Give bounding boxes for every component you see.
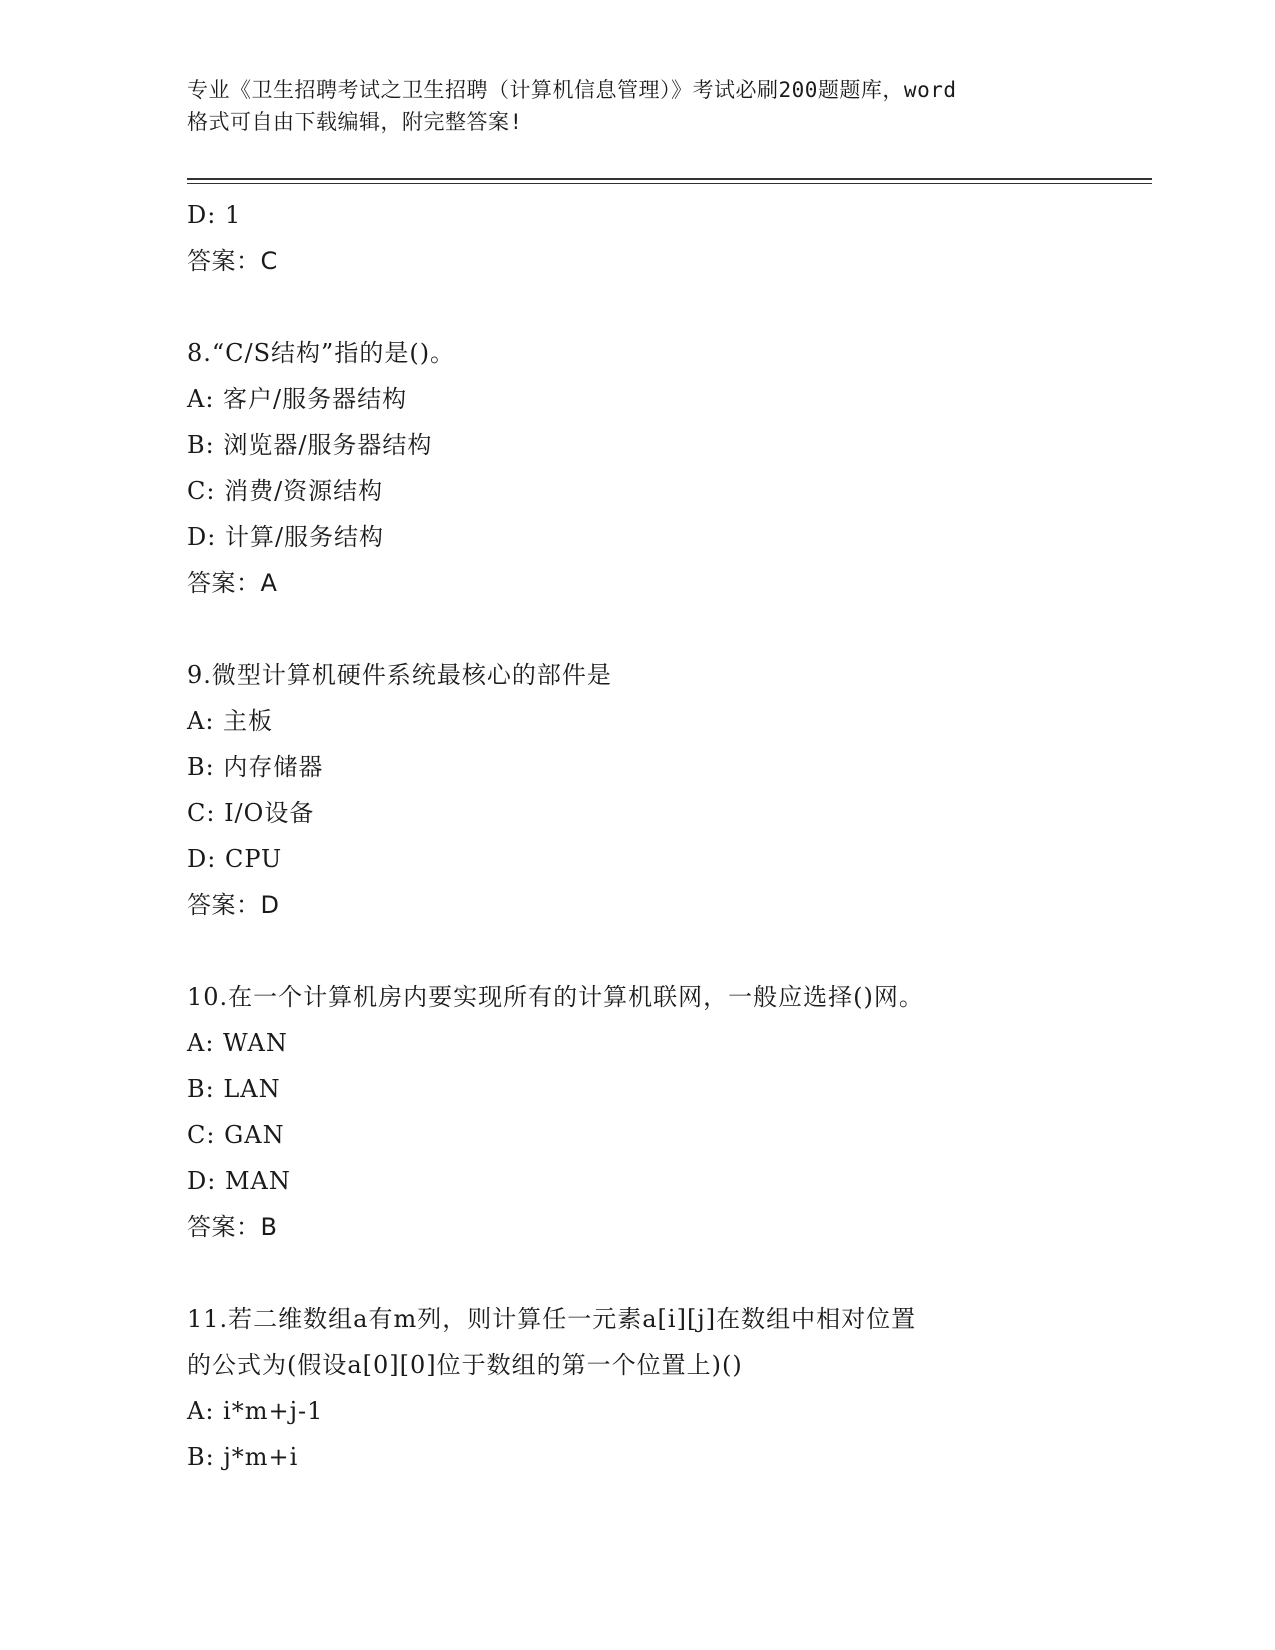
answer-label: 答案：D xyxy=(187,891,280,919)
header-divider xyxy=(187,178,1152,180)
question-stem-line-2: 的公式为(假设a[0][0]位于数组的第一个位置上)() xyxy=(187,1351,743,1379)
option-c: C: I/O设备 xyxy=(187,799,315,827)
document-header xyxy=(187,74,1087,138)
question-10 xyxy=(187,974,1087,1250)
header-divider-thin xyxy=(187,183,1152,184)
question-stem: 8.“C/S结构”指的是()。 xyxy=(187,339,456,367)
question-9 xyxy=(187,652,1087,928)
option-b: B: j*m+i xyxy=(187,1443,299,1471)
question-stem-line-1: 11.若二维数组a有m列，则计算任一元素a[i][j]在数组中相对位置 xyxy=(187,1305,917,1333)
option-d: D: 1 xyxy=(187,201,242,229)
question-stem: 9.微型计算机硬件系统最核心的部件是 xyxy=(187,661,612,689)
option-a: A: i*m+j-1 xyxy=(187,1397,324,1425)
answer-label: 答案：B xyxy=(187,1213,278,1241)
option-a: A: WAN xyxy=(187,1029,288,1057)
option-a: A: 主板 xyxy=(187,707,274,735)
question-11 xyxy=(187,1296,1087,1480)
option-b: B: LAN xyxy=(187,1075,281,1103)
question-8 xyxy=(187,330,1087,606)
option-c: C: GAN xyxy=(187,1121,285,1149)
header-title-line-2: 格式可自由下载编辑，附完整答案! xyxy=(187,110,523,134)
option-b: B: 浏览器/服务器结构 xyxy=(187,431,433,459)
option-c: C: 消费/资源结构 xyxy=(187,477,384,505)
option-a: A: 客户/服务器结构 xyxy=(187,385,408,413)
option-d: D: 计算/服务结构 xyxy=(187,523,385,551)
answer-label: 答案：A xyxy=(187,569,278,597)
header-title-line-1: 专业《卫生招聘考试之卫生招聘（计算机信息管理）》考试必刷200题题库，word xyxy=(187,78,957,102)
question-stem: 10.在一个计算机房内要实现所有的计算机联网，一般应选择()网。 xyxy=(187,983,924,1011)
answer-label: 答案：C xyxy=(187,247,278,275)
question-list xyxy=(187,192,1087,1480)
option-d: D: MAN xyxy=(187,1167,291,1195)
option-d: D: CPU xyxy=(187,845,283,873)
option-b: B: 内存储器 xyxy=(187,753,324,781)
